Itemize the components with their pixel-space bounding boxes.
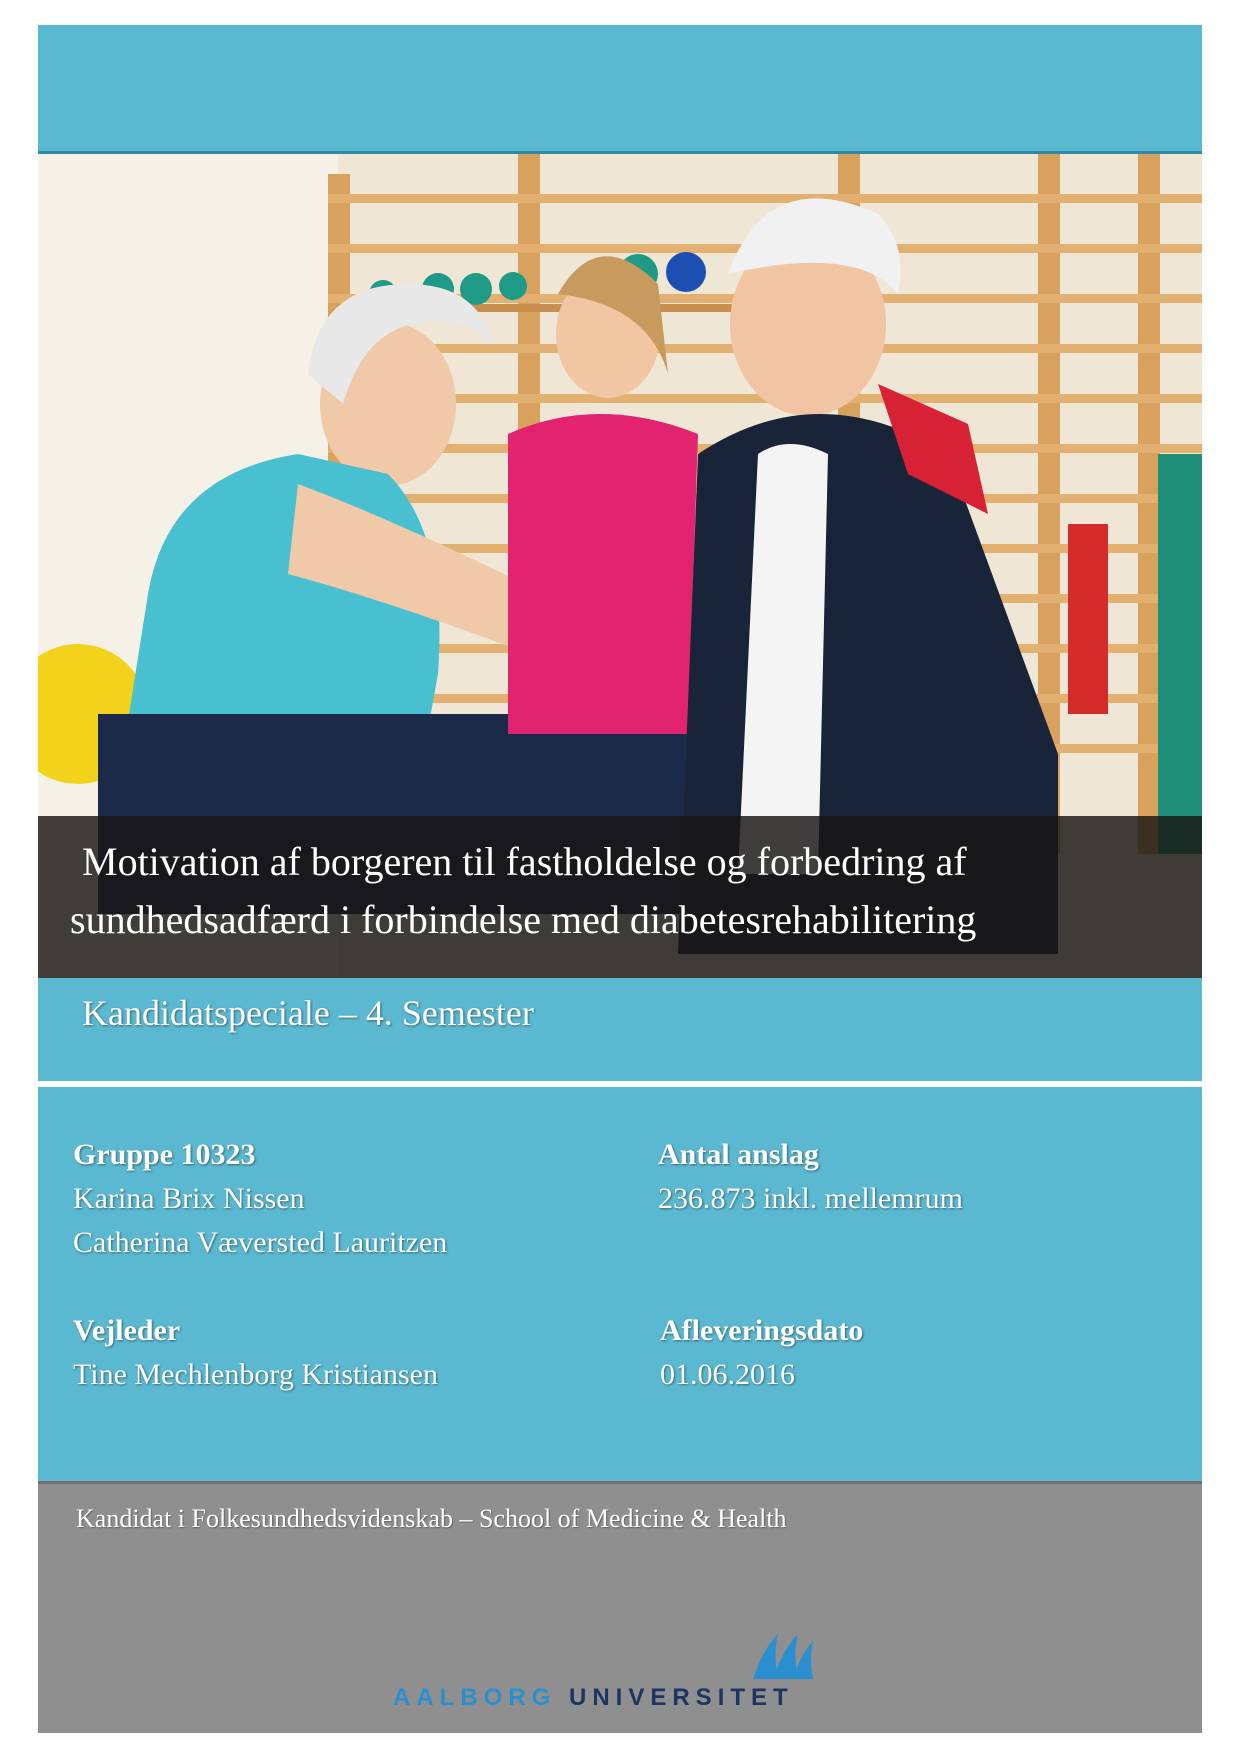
footer-band bbox=[38, 1481, 1202, 1733]
group-member-1: Karina Brix Nissen bbox=[73, 1182, 305, 1215]
university-name-part1: AALBORG bbox=[393, 1684, 557, 1711]
group-block bbox=[73, 1133, 447, 1265]
title-overlay bbox=[38, 816, 1202, 978]
supervisor-label: Vejleder bbox=[73, 1314, 181, 1347]
characters-block bbox=[658, 1133, 963, 1221]
title-line-1: Motivation af borgeren til fastholdelse og forbedring af bbox=[82, 839, 967, 884]
subtitle: Kandidatspeciale – 4. Semester bbox=[82, 993, 534, 1033]
deadline-block bbox=[660, 1309, 863, 1397]
subtitle-band bbox=[38, 978, 1202, 1081]
info-band bbox=[38, 1087, 1202, 1481]
supervisor-block bbox=[73, 1309, 438, 1397]
characters-value: 236.873 inkl. mellemrum bbox=[658, 1182, 963, 1215]
university-name-part2: UNIVERSITET bbox=[569, 1684, 794, 1711]
title-line-2: sundhedsadfærd i forbindelse med diabetesrehabilitering bbox=[70, 897, 977, 942]
university-name bbox=[393, 1684, 794, 1712]
cover-photo bbox=[38, 154, 1202, 978]
top-band bbox=[38, 25, 1202, 154]
characters-label: Antal anslag bbox=[658, 1138, 819, 1171]
deadline-date: 01.06.2016 bbox=[660, 1358, 795, 1391]
deadline-label: Afleveringsdato bbox=[660, 1314, 864, 1347]
group-label: Gruppe 10323 bbox=[73, 1138, 256, 1171]
aau-logo-icon bbox=[748, 1629, 818, 1684]
program-name: Kandidat i Folkesundhedsvidenskab – School of Medicine & Health bbox=[76, 1504, 787, 1533]
group-member-2: Catherina Væversted Lauritzen bbox=[73, 1226, 448, 1259]
supervisor-name: Tine Mechlenborg Kristiansen bbox=[73, 1358, 438, 1391]
